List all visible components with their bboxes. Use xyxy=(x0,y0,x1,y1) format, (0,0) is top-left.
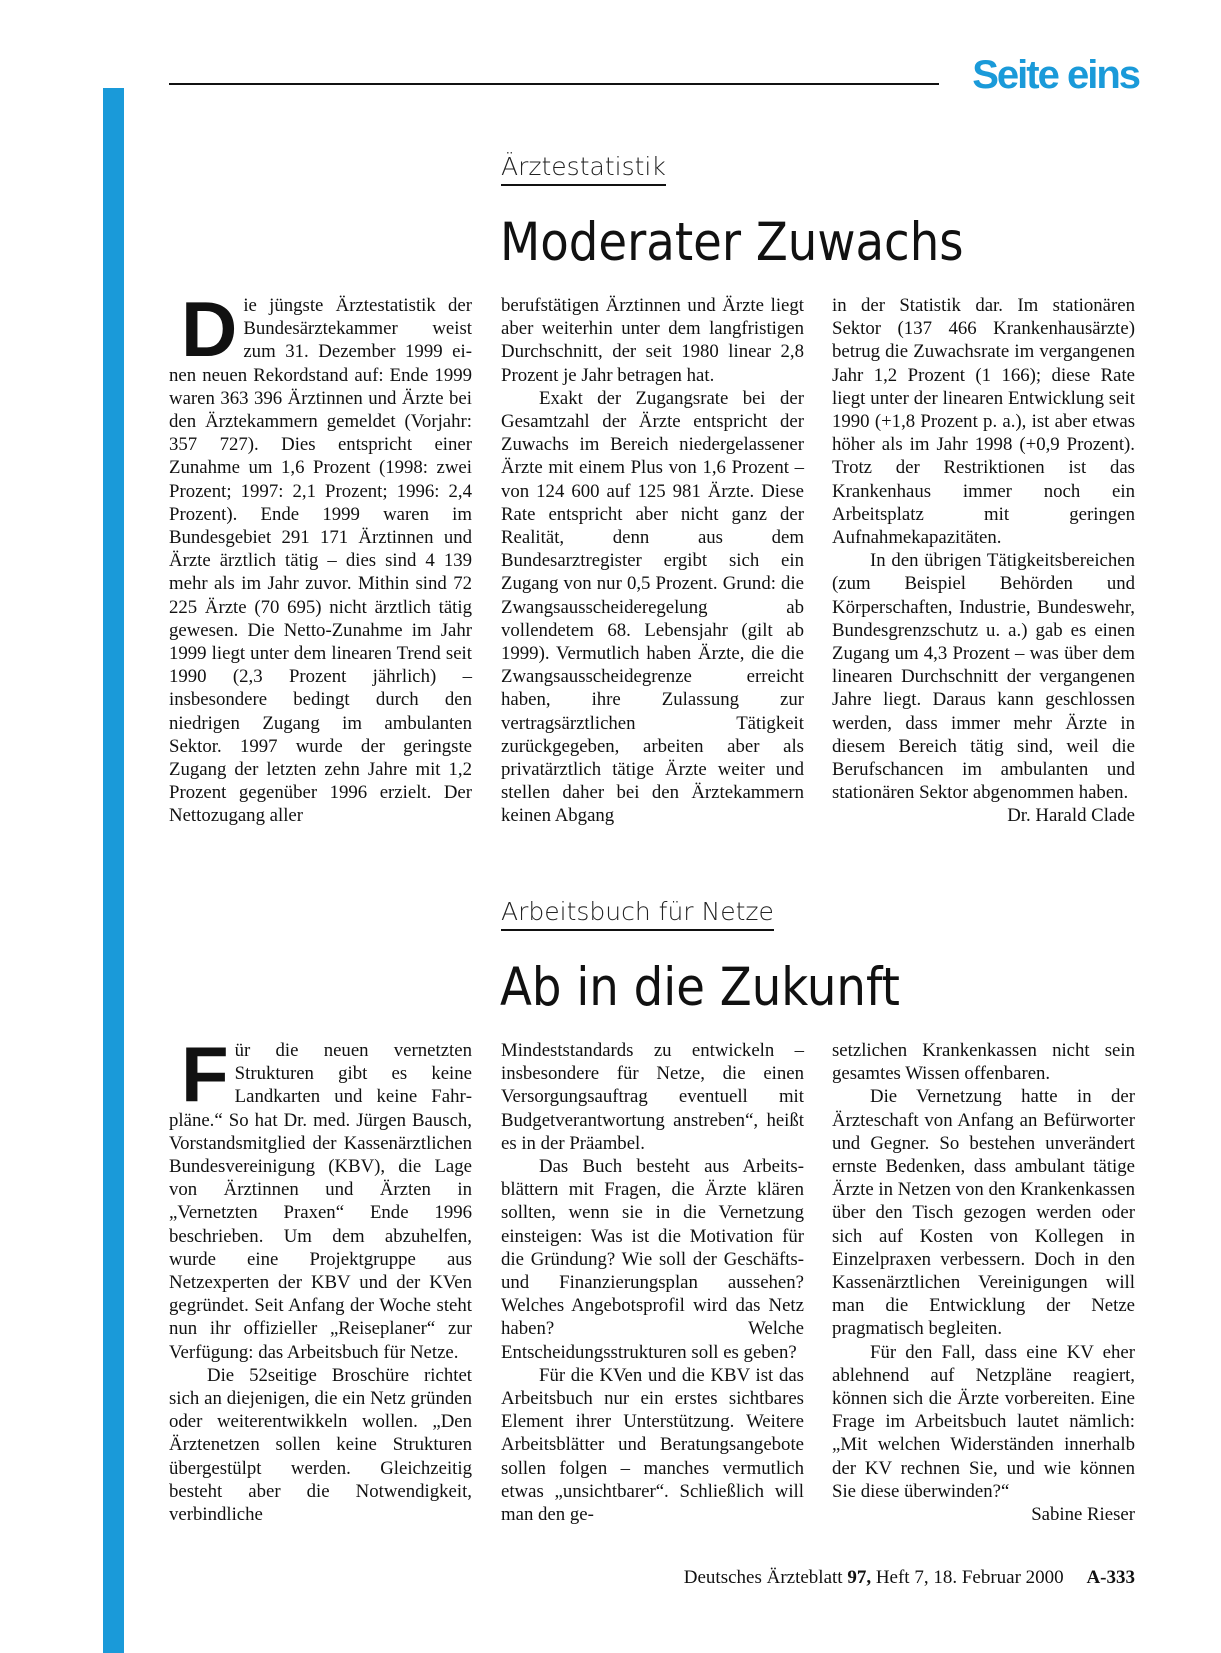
article2-column-1 xyxy=(169,1030,472,1526)
paragraph: In den übrigen Tätigkeitsbereichen (zum Beispiel Behörden und Körperschaften, Industrie, Bundeswehr, Bundesgrenzschutz u. a.) gab es einen Zugang um 4,3 Prozent – was über dem linearen Durchschnitt der vergangenen Jahre liegt. Daraus kann geschlossen werden, dass immer mehr Ärzte in diesem Bereich tätig sind, weil die Berufschancen im ambulanten und stationären Sektor abgenommen haben. Dr. Harald Clade xyxy=(832,550,1135,827)
header-rule xyxy=(169,83,939,85)
article1-headline: Moderater Zuwachs xyxy=(500,212,964,273)
article1-column-1 xyxy=(169,285,472,828)
article1-column-2 xyxy=(501,294,804,828)
paragraph: Mindeststandards zu entwickeln – insbesondere für Netze, die einen Versorgungsauftrag eventuell mit Budgetverantwortung anstreben“, heißt es in der Präambel. xyxy=(501,1040,804,1154)
footer-journal: Deutsches Ärzteblatt xyxy=(683,1567,843,1588)
footer-page-number: A-333 xyxy=(1086,1567,1135,1588)
footer-volume: 97, xyxy=(847,1567,872,1588)
section-label: Seite eins xyxy=(972,53,1139,97)
paragraph: in der Statistik dar. Im stationären Sektor (137 466 Krankenhausärzte) betrug die Zuwachsrate im vergangenen Jahr 1,2 Prozent (1 166); diese Rate liegt unter der linearen Entwicklung seit 1990 (+1,8 Prozent p. a.), ist aber etwas höher als im Jahr 1998 (+0,9 Prozent). Trotz der Restriktionen ist das Krankenhaus immer noch ein Arbeitsplatz mit geringen Aufnahmekapazitäten. xyxy=(832,295,1135,549)
paragraph: Die Vernetzung hatte in der Ärzteschaft von Anfang an Befürworter und Gegner. So bestehen unverändert ernste Bedenken, dass ambulant tätige Ärzte in Netzen von den Krankenkassen über den Tisch gezogen werden oder sich auf Kosten von Kollegen in Einzelpraxen verbessern. Doch in den Kassenärztlichen Vereinigungen will man die Entwicklung der Netze pragmatisch begleiten. xyxy=(832,1086,1135,1340)
page-footer xyxy=(684,1567,1135,1589)
article1-dropcap: D xyxy=(181,285,238,373)
paragraph: berufstätigen Ärztinnen und Ärzte liegt aber weiterhin unter dem langfristigen Durchschnitt, der seit 1980 linear 2,8 Prozent je Jahr betragen hat. xyxy=(501,295,804,386)
paragraph: setzlichen Krankenkassen nicht sein gesamtes Wissen offenbaren. xyxy=(832,1040,1135,1085)
article2-column-3 xyxy=(832,1039,1135,1526)
article1-column-3 xyxy=(832,294,1135,828)
paragraph: Exakt der Zugangsrate bei der Gesamtzahl der Ärzte entspricht der Zuwachs im Bereich niedergelassener Ärzte mit einem Plus von 1,6 Prozent – von 124 600 auf 125 981 Ärzte. Diese Rate entspricht aber nicht ganz der Realität, denn aus dem Bundesarztregister ergibt sich ein Zugang von nur 0,5 Prozent. Grund: die Zwangsausscheideregelung ab vollendetem 68. Lebensjahr (gilt ab 1999). Vermutlich haben Ärzte, die die Zwangsausscheidegrenze erreicht haben, ihre Zulassung zur vertragsärztlichen Tätigkeit zurückgegeben, arbeiten aber als privatärztlich tätige Ärzte weiter und stellen daher bei den Ärztekammern keinen Abgang xyxy=(501,387,804,827)
article2-dropcap: F xyxy=(181,1030,229,1118)
article2-column-2 xyxy=(501,1039,804,1526)
article2-kicker: Arbeitsbuch für Netze xyxy=(501,897,774,931)
article2-byline: Sabine Rieser xyxy=(1031,1504,1135,1526)
article2-headline: Ab in die Zukunft xyxy=(500,957,900,1018)
paragraph: Das Buch besteht aus Arbeitsblättern mit Fragen, die Ärzte klären sollten, wenn sie in die Vernetzung einsteigen: Was ist die Motivation für die Gründung? Wie soll der Geschäfts- und Finanzierungsplan aussehen? Welches Angebotsprofil wird das Netz haben? Welche Entscheidungsstrukturen soll es geben? xyxy=(501,1156,804,1363)
paragraph: Die 52seitige Broschüre richtet sich an diejenigen, die ein Netz gründen oder weiterentwikkeln wollen. „Den Ärztenetzen sollen keine Strukturen übergestülpt werden. Gleichzeitig besteht aber die Notwendigkeit, verbindliche xyxy=(169,1364,472,1526)
paragraph: Für die KVen und die KBV ist das Arbeitsbuch nur ein erstes sichtbares Element ihrer Unterstützung. Weitere Arbeitsblätter und Beratungsangebote sollen folgen – manches vermutlich etwas „unsichtbarer“. Schließlich will man den ge- xyxy=(501,1364,804,1526)
paragraph: ür die neuen vernetzten Strukturen gibt es keine Landkarten und keine Fahrpläne.“ So hat Dr. med. Jürgen Bausch, Vorstandsmitglied der Kassenärztlichen Bundesvereinigung (KBV), die Lage von Ärztinnen und Ärzten in „Vernetzten Praxen“ Ende 1996 beschrieben. Um dem abzuhelfen, wurde eine Projektgruppe aus Netzexperten der KBV und der KVen gegründet. Seit Anfang der Woche steht nun ihr offizieller „Reiseplaner“ zur Verfügung: das Arbeitsbuch für Netze. xyxy=(169,1040,472,1363)
margin-color-bar xyxy=(103,88,124,1653)
article1-byline: Dr. Harald Clade xyxy=(1007,805,1135,827)
paragraph: Für den Fall, dass eine KV eher ablehnend auf Netzpläne reagiert, können sich die Ärzte vorbereiten. Eine Frage im Arbeitsbuch lautet nämlich: „Mit welchen Widerständen innerhalb der KV rechnen Sie, und wie können Sie diese überwinden?“ Sabine Rieser xyxy=(832,1341,1135,1526)
article1-kicker: Ärztestatistik xyxy=(501,152,666,186)
footer-issue: Heft 7, 18. Februar 2000 xyxy=(875,1567,1064,1588)
paragraph: ie jüngste Ärztestatistik der Bundesärztekammer weist zum 31. Dezember 1999 einen neuen Rekordstand auf: Ende 1999 waren 363 396 Ärztinnen und Ärzte bei den Ärztekammern gemeldet (Vorjahr: 357 727). Dies entspricht einer Zunahme um 1,6 Prozent (1998: zwei Prozent; 1997: 2,1 Prozent; 1996: 2,4 Prozent). Ende 1999 waren im Bundesgebiet 291 171 Ärztinnen und Ärzte ärztlich tätig – dies sind 4 139 mehr als im Jahr zuvor. Mithin sind 72 225 Ärzte (70 695) nicht ärztlich tätig gewesen. Die Netto-Zunahme im Jahr 1999 liegt unter dem linearen Trend seit 1990 (2,3 Prozent jährlich) – insbesondere bedingt durch den niedrigen Zugang im ambulanten Sektor. 1997 wurde der geringste Zugang der letzten zehn Jahre mit 1,2 Prozent gegenüber 1996 erzielt. Der Nettozugang aller xyxy=(169,295,472,827)
